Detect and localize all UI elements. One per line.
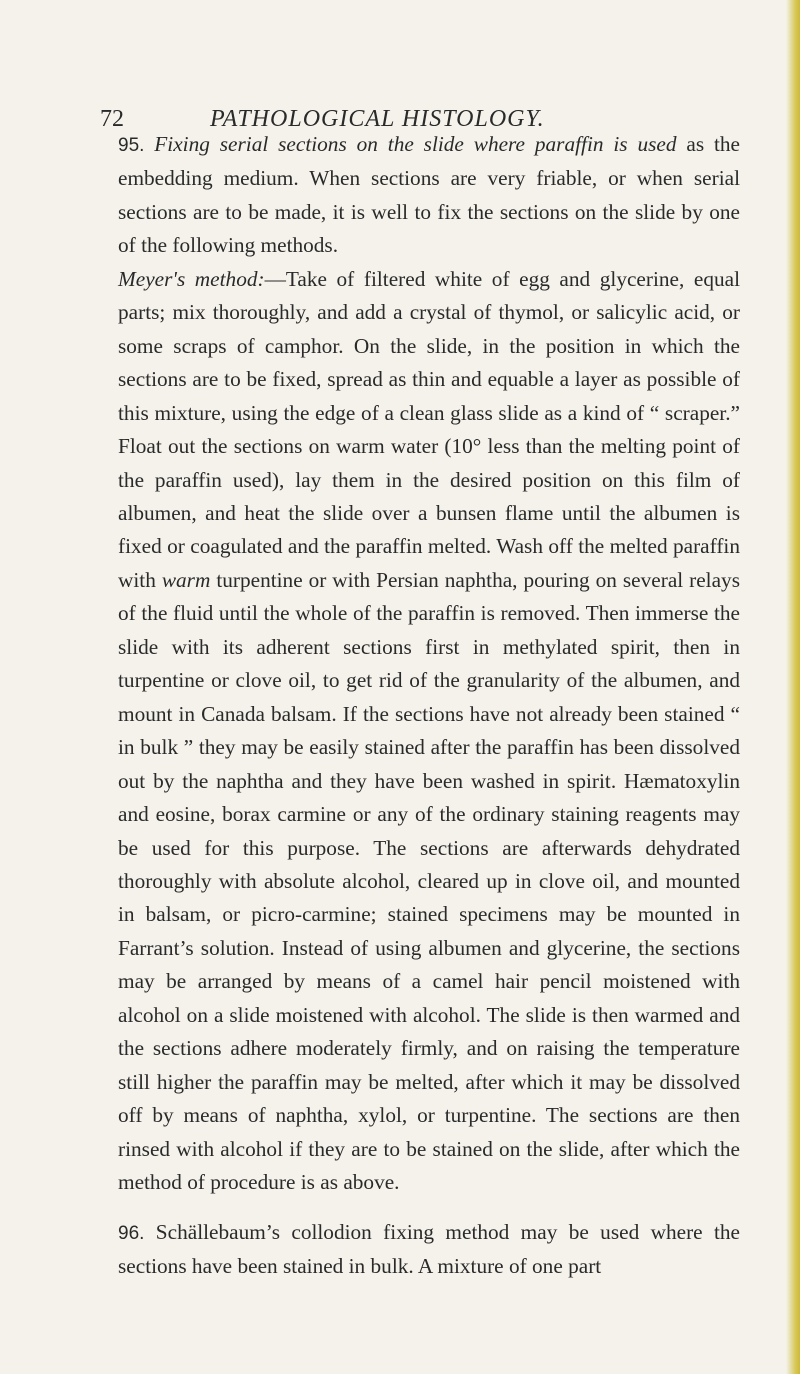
paragraph-gap [118,1200,740,1216]
body-text [118,128,740,1283]
paragraph-title: Fixing serial sections on the slide where paraffin is used [154,132,677,156]
method-text-continued: turpentine or with Persian naphtha, pouring on several relays of the fluid until the whole of the paraffin is removed. Then immerse the slide with its adherent sections first in methylated spirit, then in turpentine or clove oil, to get rid of the granularity of the albumen, and mount in Canada balsam. If the sections have not already been stained “ in bulk ” they may be easily stained after the paraffin has been dissolved out by the naphtha and they have been washed in spirit. Hæmatoxylin and eosine, borax carmine or any of the ordinary staining reagents may be used for this purpose. The sections are afterwards dehydrated thoroughly with absolute alcohol, cleared up in clove oil, and mounted in balsam, or picro-carmine; stained specimens may be mounted in Farrant’s solution. Instead of using albumen and glycerine, the sections may be arranged by means of a camel hair pencil moistened with alcohol on a slide moistened with alcohol. The slide is then warmed and the sections adhere moderately firmly, and on raising the temperature still higher the paraffin may be melted, after which it may be dissolved off by means of naphtha, xylol, or turpentine. The sections are then rinsed with alcohol if they are to be stained on the slide, after which the method of procedure is as above. [118,567,740,1195]
paragraph-95 [118,128,740,263]
method-text: —Take of filtered white of egg and glycerine, equal parts; mix thoroughly, and add a crystal of thymol, or salicylic acid, or some scraps of camphor. On the slide, in the position in which the sections are to be fixed, spread as thin and equable a layer as possible of this mixture, using the edge of a clean glass slide as a kind of “ scraper.” Float out the sections on warm water (10° less than the melting point of the paraffin used), lay them in the desired position on this film of albumen, and heat the slide over a bunsen flame until the albumen is fixed or coagulated and the paraffin melted. Wash off the melted paraffin with [118,266,741,592]
running-head: PATHOLOGICAL HISTOLOGY. [210,106,545,132]
emphasis-warm: warm [161,567,211,592]
paragraph-text: Schällebaum’s collodion fixing method may be used where the sections have been stained in bulk. A mixture of one part [118,1219,741,1278]
paragraph-96 [118,1216,740,1284]
paragraph-number: 95. [118,135,145,156]
page-number: 72 [100,106,124,132]
paragraph-text: as the embedding medium. When sections are very friable, or when serial sections are to be made, it is well to fix the sections on the slide by one of the following methods. [118,132,741,258]
paragraph-number: 96. [118,1222,145,1244]
method-title: Meyer's method: [118,266,265,291]
page-edge-shading [786,0,800,1374]
paragraph-meyers-method [118,263,740,1200]
